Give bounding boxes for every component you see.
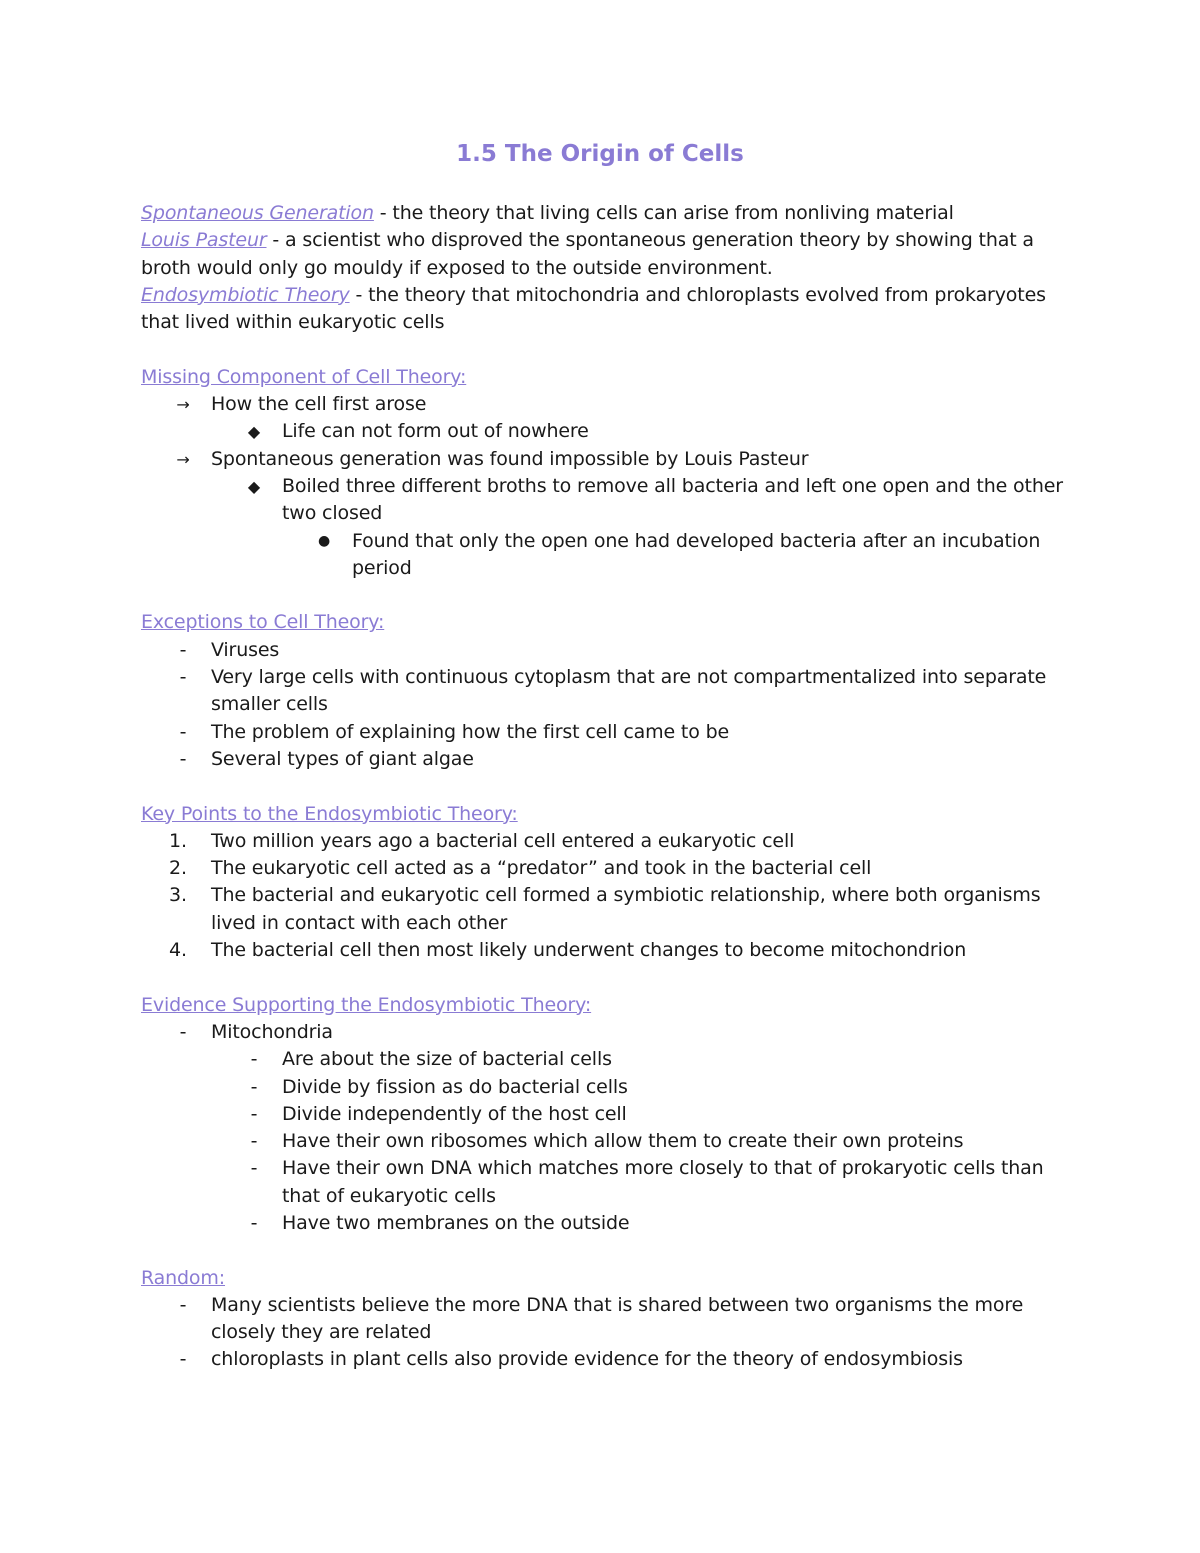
- list-item: 3. The bacterial and eukaryotic cell formed a symbiotic relationship, where both organisms lived in contact with each other: [169, 884, 1041, 934]
- list-item: - Very large cells with continuous cytoplasm that are not compartmentalized into separate smaller cells: [141, 664, 1071, 719]
- list-item: ◆ Life can not form out of nowhere: [141, 418, 1071, 445]
- definition-louis-pasteur: [141, 227, 1071, 282]
- list-item: - chloroplasts in plant cells also provide evidence for the theory of endosymbiosis: [141, 1346, 1071, 1373]
- list-item: - Many scientists believe the more DNA that is shared between two organisms the more closely they are related: [141, 1292, 1071, 1347]
- diamond-bullet-icon: ◆: [247, 422, 261, 442]
- list-item: → Spontaneous generation was found impossible by Louis Pasteur: [141, 446, 1071, 473]
- list-item: - Divide independently of the host cell: [141, 1101, 1071, 1128]
- dash-bullet-icon: -: [179, 1293, 187, 1316]
- list-item: ◆ Boiled three different broths to remove all bacteria and left one open and the other two closed: [141, 473, 1071, 528]
- definition-endosymbiotic-theory: [141, 282, 1071, 337]
- section-heading-evidence: Evidence Supporting the Endosymbiotic Theory:: [141, 993, 592, 1016]
- definition-spontaneous-generation: [141, 200, 1071, 227]
- definition-text: - a scientist who disproved the spontaneous generation theory by showing that a broth would only go mouldy if exposed to the outside environment.: [141, 229, 1034, 279]
- list-number: 1.: [169, 829, 187, 852]
- list-item: - Divide by fission as do bacterial cells: [141, 1074, 1071, 1101]
- list-item: - Several types of giant algae: [141, 746, 1071, 773]
- dash-bullet-icon: -: [250, 1102, 258, 1125]
- dash-bullet-icon: -: [179, 1348, 187, 1371]
- list-item: - Have their own DNA which matches more closely to that of prokaryotic cells than that of eukaryotic cells: [141, 1155, 1071, 1210]
- list-item: - Have two membranes on the outside: [141, 1210, 1071, 1237]
- dash-bullet-icon: -: [250, 1075, 258, 1098]
- section-heading-missing-component: Missing Component of Cell Theory:: [141, 365, 467, 388]
- dash-bullet-icon: -: [179, 638, 187, 661]
- list-item: - Viruses: [141, 637, 1071, 664]
- definition-text: - the theory that mitochondria and chloroplasts evolved from prokaryotes that lived within eukaryotic cells: [141, 283, 1046, 334]
- arrow-icon: →: [176, 395, 190, 415]
- list-number: 2.: [169, 857, 187, 880]
- list-number: 3.: [169, 884, 187, 907]
- list-item: ● Found that only the open one had developed bacteria after an incubation period: [141, 528, 1071, 583]
- dash-bullet-icon: -: [250, 1157, 258, 1180]
- dash-bullet-icon: -: [179, 666, 187, 689]
- list-item: → How the cell first arose: [141, 391, 1071, 418]
- list-item: 2. The eukaryotic cell acted as a “predator” and took in the bacterial cell: [141, 855, 1071, 882]
- diamond-bullet-icon: ◆: [247, 476, 261, 496]
- dash-bullet-icon: -: [179, 747, 187, 770]
- list-item: - Mitochondria: [141, 1019, 1071, 1046]
- page-title: 1.5 The Origin of Cells: [456, 141, 744, 167]
- list-item: 4. The bacterial cell then most likely underwent changes to become mitochondrion: [141, 937, 1071, 964]
- term-spontaneous-generation: Spontaneous Generation: [141, 202, 374, 224]
- notes-body: [141, 200, 1071, 1374]
- dash-bullet-icon: -: [179, 1020, 187, 1043]
- term-louis-pasteur: Louis Pasteur: [141, 229, 267, 252]
- arrow-icon: →: [176, 449, 190, 469]
- definition-text: - the theory that living cells can arise from nonliving material: [373, 202, 954, 224]
- section-heading-exceptions: Exceptions to Cell Theory:: [141, 611, 385, 634]
- dash-bullet-icon: -: [179, 720, 187, 743]
- dot-bullet-icon: ●: [317, 532, 331, 549]
- list-item: - Are about the size of bacterial cells: [141, 1046, 1071, 1073]
- list-item: - The problem of explaining how the first cell came to be: [141, 719, 1071, 746]
- section-heading-key-points: Key Points to the Endosymbiotic Theory:: [141, 802, 518, 825]
- list-item: 1. Two million years ago a bacterial cell entered a eukaryotic cell: [141, 828, 1071, 855]
- list-item: - Have their own ribosomes which allow them to create their own proteins: [141, 1128, 1071, 1155]
- dash-bullet-icon: -: [250, 1130, 258, 1153]
- dash-bullet-icon: -: [250, 1211, 258, 1234]
- list-number: 4.: [169, 939, 187, 962]
- term-endosymbiotic-theory: Endosymbiotic Theory: [141, 283, 350, 306]
- section-heading-random: Random:: [141, 1266, 226, 1289]
- dash-bullet-icon: -: [250, 1048, 258, 1071]
